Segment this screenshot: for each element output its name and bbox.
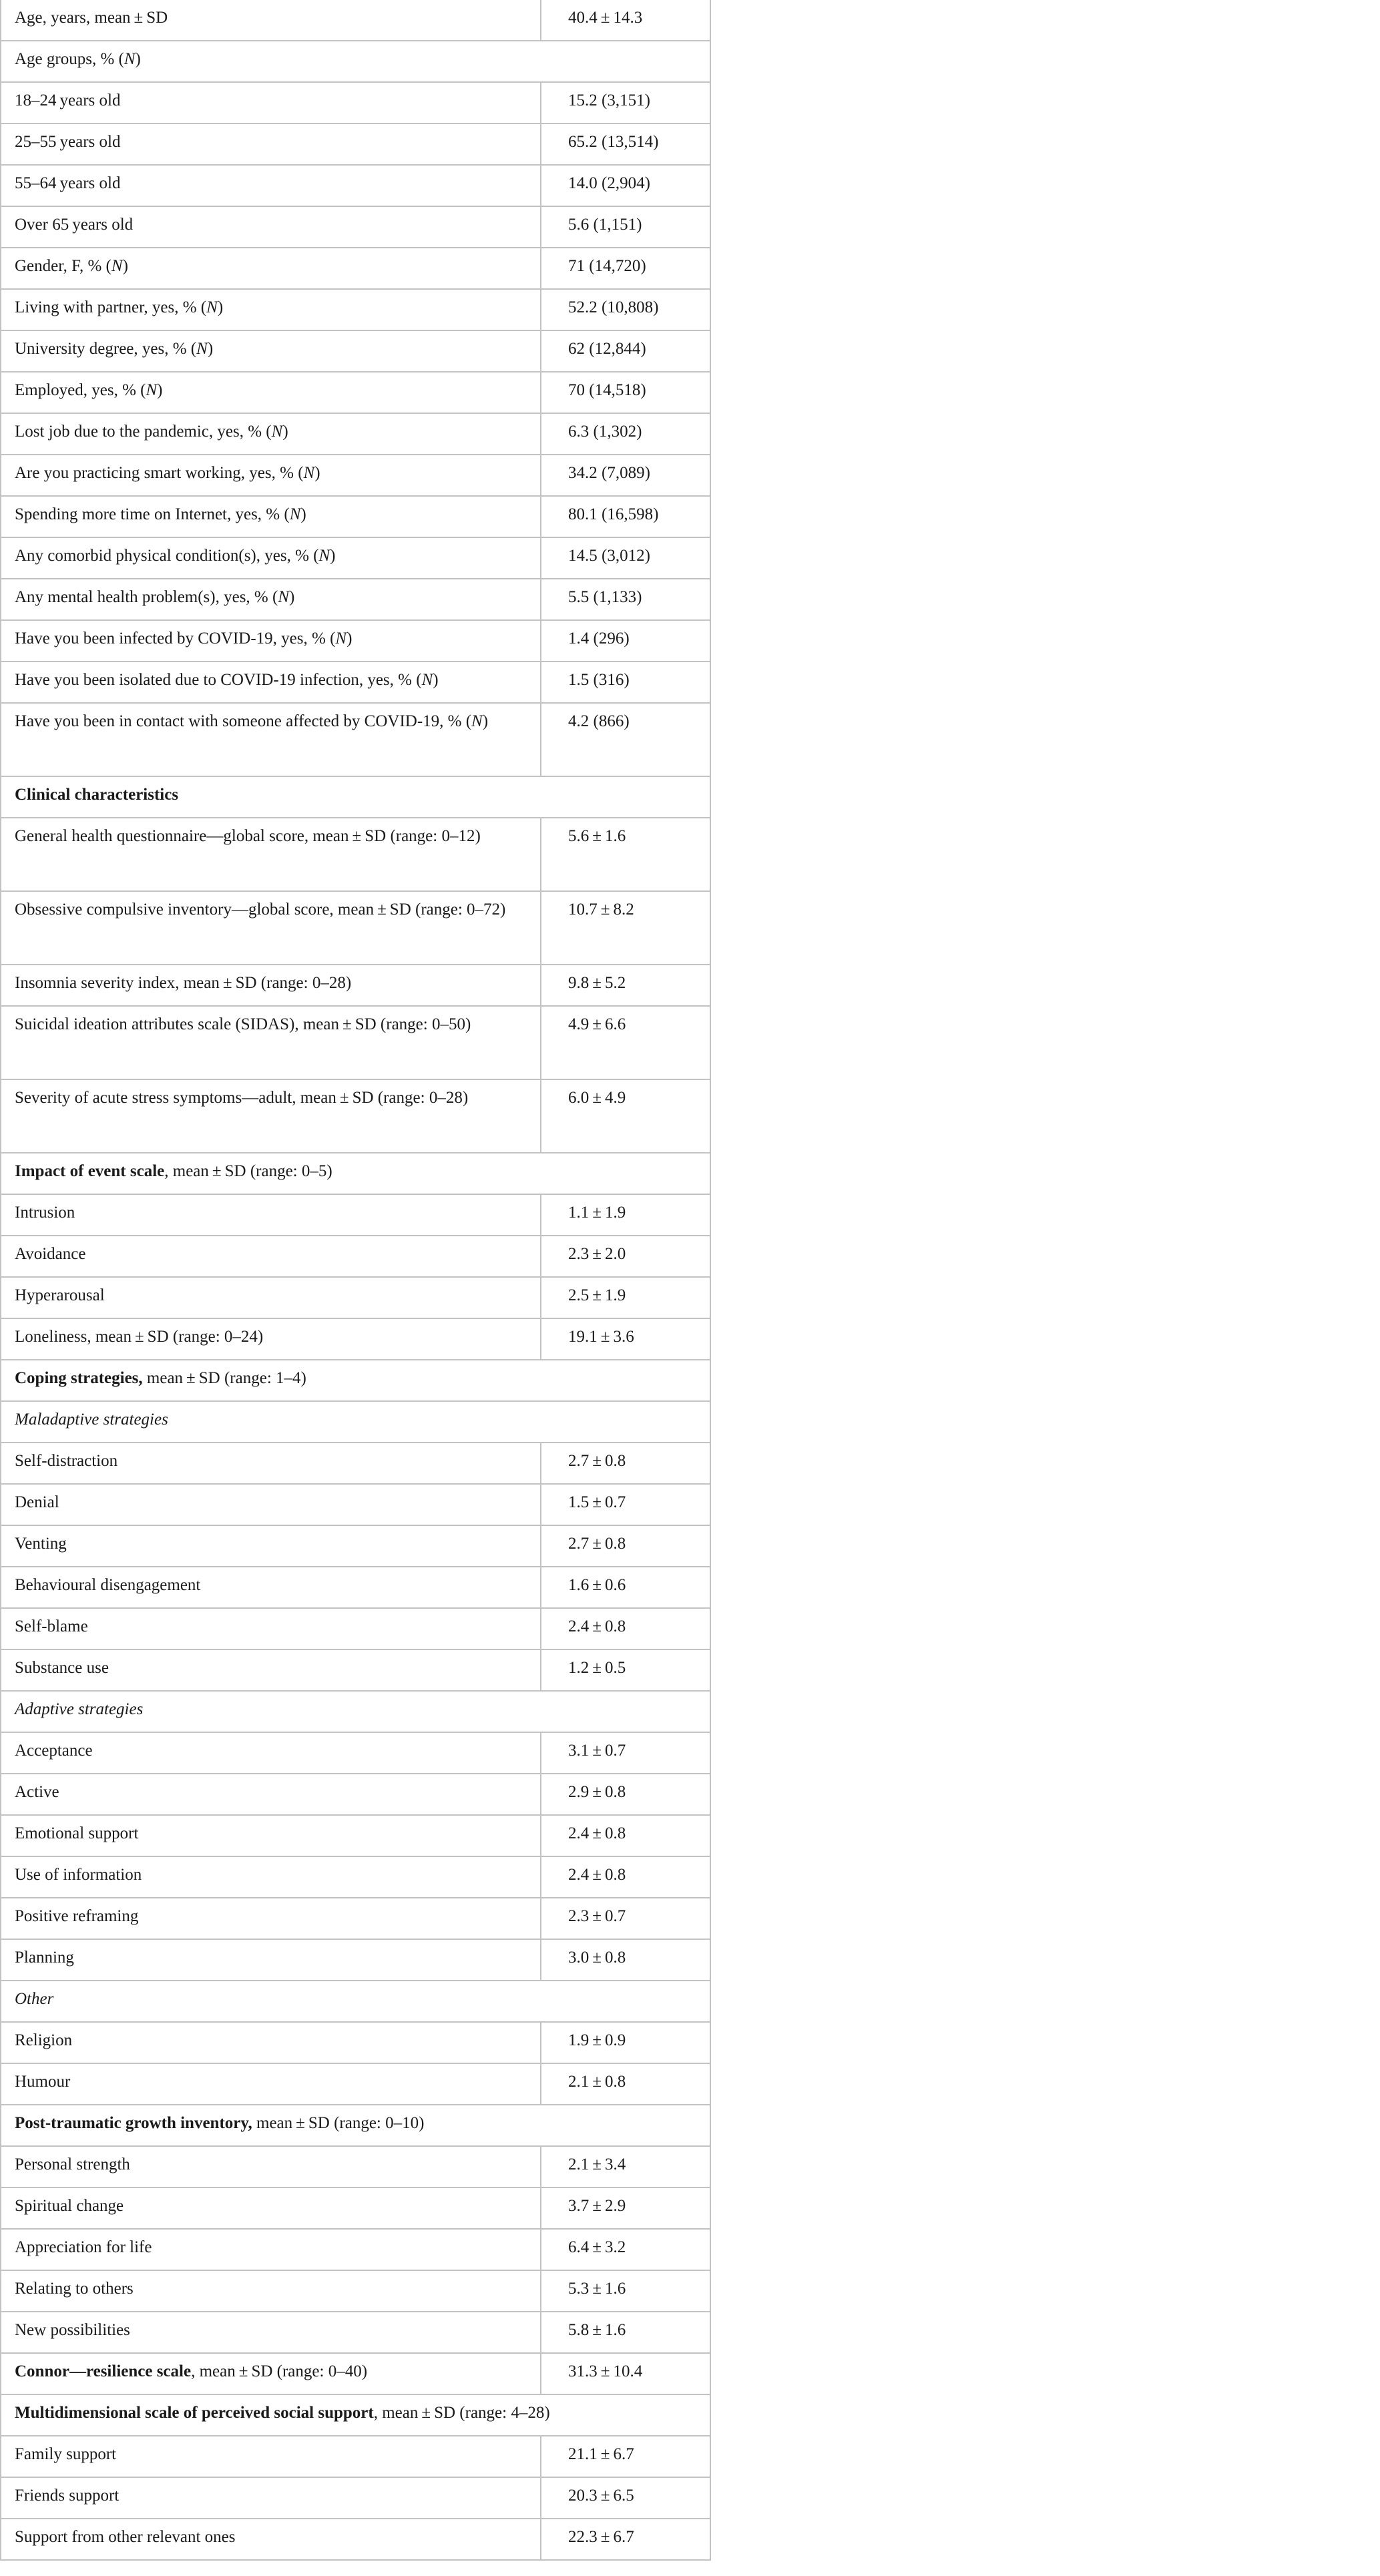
label-cell [1, 82, 541, 123]
label-text: Intrusion [15, 1204, 75, 1222]
label-text: N [289, 505, 301, 523]
label-text: Clinical characteristics [15, 786, 179, 804]
value-cell: 3.7 ± 2.9 [541, 2187, 710, 2229]
table-row [1, 1774, 710, 1815]
label-text: Active [15, 1783, 59, 1801]
label-text: mean ± SD (range: 1–4) [142, 1369, 306, 1387]
value-cell: 3.1 ± 0.7 [541, 1732, 710, 1774]
label-text: Maladaptive strategies [15, 1410, 168, 1429]
label-text: 18–24 years old [15, 91, 121, 109]
table-row [1, 1079, 710, 1153]
label-cell [1, 965, 541, 1006]
label-text: N [303, 464, 315, 482]
table-row [1, 455, 710, 496]
label-text: Avoidance [15, 1245, 86, 1263]
label-text: Severity of acute stress symptoms—adult, mean ± SD (range: 0–28) [15, 1089, 469, 1107]
value-cell: 5.5 (1,133) [541, 579, 710, 620]
label-cell [1, 2229, 541, 2270]
label-cell [1, 372, 541, 413]
value-cell: 14.0 (2,904) [541, 165, 710, 206]
value-cell: 2.7 ± 0.8 [541, 1443, 710, 1484]
section-header-cell [1, 776, 710, 818]
table-row [1, 496, 710, 537]
section-header-cell [1, 1360, 710, 1401]
label-cell [1, 2022, 541, 2063]
table-row [1, 537, 710, 579]
table-row [1, 1277, 710, 1318]
label-text: , mean ± SD (range: 4–28) [373, 2404, 550, 2422]
label-text: Gender, F, % ( [15, 257, 111, 275]
table-row [1, 2187, 710, 2229]
label-text: Self-distraction [15, 1452, 118, 1470]
table-row [1, 2229, 710, 2270]
label-text: Multidimensional scale of perceived social support [15, 2404, 374, 2422]
label-cell [1, 703, 541, 776]
value-cell: 2.7 ± 0.8 [541, 1525, 710, 1567]
label-text: Behavioural disengagement [15, 1576, 201, 1594]
label-cell [1, 2146, 541, 2187]
table-row [1, 413, 710, 455]
label-text: N [196, 340, 208, 358]
label-text: Impact of event scale [15, 1162, 165, 1180]
table-row [1, 2394, 710, 2436]
label-text: N [111, 257, 123, 275]
table-row [1, 2022, 710, 2063]
table-row [1, 2353, 710, 2394]
value-cell: 80.1 (16,598) [541, 496, 710, 537]
label-cell [1, 413, 541, 455]
value-cell: 2.4 ± 0.8 [541, 1856, 710, 1898]
label-text: Planning [15, 1949, 74, 1967]
value-cell: 22.3 ± 6.7 [541, 2519, 710, 2560]
table-row [1, 2146, 710, 2187]
label-text: ) [482, 712, 489, 730]
label-cell [1, 206, 541, 248]
section-header-cell [1, 1153, 710, 1194]
table-row [1, 1939, 710, 1981]
value-cell: 5.8 ± 1.6 [541, 2312, 710, 2353]
label-text: Venting [15, 1535, 67, 1553]
table-row [1, 620, 710, 662]
label-text: N [278, 588, 290, 606]
label-cell [1, 1079, 541, 1153]
label-cell [1, 537, 541, 579]
value-cell: 70 (14,518) [541, 372, 710, 413]
table-row [1, 1525, 710, 1567]
table-row [1, 41, 710, 82]
label-text: Have you been isolated due to COVID-19 infection, yes, % ( [15, 671, 422, 689]
value-cell: 3.0 ± 0.8 [541, 1939, 710, 1981]
table-row [1, 206, 710, 248]
label-text: Over 65 years old [15, 216, 134, 234]
label-text: Age, years, mean ± SD [15, 9, 168, 27]
value-cell: 2.4 ± 0.8 [541, 1608, 710, 1649]
table-row [1, 891, 710, 965]
value-cell: 4.9 ± 6.6 [541, 1006, 710, 1079]
label-text: Have you been in contact with someone affected by COVID-19, % ( [15, 712, 472, 730]
label-cell [1, 330, 541, 372]
table-row [1, 2063, 710, 2105]
label-text: Personal strength [15, 2155, 130, 2173]
table-row [1, 1236, 710, 1277]
value-cell: 21.1 ± 6.7 [541, 2436, 710, 2477]
value-cell: 31.3 ± 10.4 [541, 2353, 710, 2394]
table-row [1, 289, 710, 330]
value-cell: 2.9 ± 0.8 [541, 1774, 710, 1815]
label-text: Spiritual change [15, 2197, 124, 2215]
value-cell: 2.3 ± 0.7 [541, 1898, 710, 1939]
value-cell: 19.1 ± 3.6 [541, 1318, 710, 1360]
value-cell: 14.5 (3,012) [541, 537, 710, 579]
label-text: ) [122, 257, 128, 275]
value-cell: 1.1 ± 1.9 [541, 1194, 710, 1236]
label-text: Hyperarousal [15, 1286, 105, 1304]
table-row [1, 1443, 710, 1484]
value-cell: 20.3 ± 6.5 [541, 2477, 710, 2519]
value-cell: 5.6 ± 1.6 [541, 818, 710, 891]
label-text: Self-blame [15, 1617, 88, 1635]
label-cell [1, 1815, 541, 1856]
value-cell: 52.2 (10,808) [541, 289, 710, 330]
label-cell [1, 1194, 541, 1236]
label-cell [1, 1567, 541, 1608]
label-text: ) [135, 50, 141, 68]
value-cell: 40.4 ± 14.3 [541, 0, 710, 41]
label-text: ) [300, 505, 306, 523]
value-cell: 4.2 (866) [541, 703, 710, 776]
label-text: Lost job due to the pandemic, yes, % ( [15, 423, 272, 441]
value-cell: 6.3 (1,302) [541, 413, 710, 455]
value-cell: 1.6 ± 0.6 [541, 1567, 710, 1608]
label-text: Adaptive strategies [15, 1700, 144, 1718]
table-row [1, 82, 710, 123]
label-text: Have you been infected by COVID-19, yes, % ( [15, 629, 336, 648]
label-cell [1, 2519, 541, 2560]
label-text: N [318, 547, 330, 565]
section-header-cell [1, 2394, 710, 2436]
value-cell: 1.2 ± 0.5 [541, 1649, 710, 1691]
value-cell: 2.1 ± 3.4 [541, 2146, 710, 2187]
section-header-cell [1, 1981, 710, 2022]
label-cell [1, 1006, 541, 1079]
table-row [1, 776, 710, 818]
label-text: Positive reframing [15, 1907, 139, 1925]
label-cell [1, 2353, 541, 2394]
value-cell: 1.4 (296) [541, 620, 710, 662]
section-header-cell [1, 41, 710, 82]
label-text: University degree, yes, % ( [15, 340, 197, 358]
table-row [1, 1318, 710, 1360]
table-row [1, 0, 710, 41]
table-row [1, 1401, 710, 1443]
table-row [1, 1815, 710, 1856]
value-cell: 2.1 ± 0.8 [541, 2063, 710, 2105]
label-text: ) [433, 671, 439, 689]
table-row [1, 330, 710, 372]
label-text: Loneliness, mean ± SD (range: 0–24) [15, 1328, 264, 1346]
table-row [1, 1649, 710, 1691]
label-text: 55–64 years old [15, 174, 121, 192]
table-row [1, 2312, 710, 2353]
label-cell [1, 1484, 541, 1525]
label-cell [1, 662, 541, 703]
label-cell [1, 1774, 541, 1815]
value-cell: 5.6 (1,151) [541, 206, 710, 248]
label-cell [1, 1443, 541, 1484]
label-cell [1, 1649, 541, 1691]
label-text: Living with partner, yes, % ( [15, 298, 207, 316]
label-cell [1, 579, 541, 620]
table-row [1, 965, 710, 1006]
label-text: 25–55 years old [15, 133, 121, 151]
label-text: ) [330, 547, 336, 565]
label-text: Use of information [15, 1866, 142, 1884]
label-text: Connor—resilience scale [15, 2362, 192, 2380]
label-text: Employed, yes, % ( [15, 381, 146, 399]
table-row [1, 1006, 710, 1079]
table-row [1, 579, 710, 620]
label-text: Relating to others [15, 2280, 134, 2298]
label-text: ) [157, 381, 163, 399]
value-cell: 2.3 ± 2.0 [541, 1236, 710, 1277]
label-text: Obsessive compulsive inventory—global score, mean ± SD (range: 0–72) [15, 900, 506, 919]
value-cell: 1.5 ± 0.7 [541, 1484, 710, 1525]
label-cell [1, 1732, 541, 1774]
value-cell: 9.8 ± 5.2 [541, 965, 710, 1006]
label-text: N [206, 298, 218, 316]
label-text: Age groups, % ( [15, 50, 124, 68]
label-text: N [471, 712, 483, 730]
table-row [1, 2105, 710, 2146]
label-text: Are you practicing smart working, yes, % ( [15, 464, 304, 482]
section-header-cell [1, 1691, 710, 1732]
label-cell [1, 1236, 541, 1277]
value-cell: 2.5 ± 1.9 [541, 1277, 710, 1318]
table-row [1, 248, 710, 289]
value-cell: 5.3 ± 1.6 [541, 2270, 710, 2312]
label-text: Support from other relevant ones [15, 2528, 236, 2546]
label-cell [1, 2477, 541, 2519]
table-row [1, 123, 710, 165]
label-text: Spending more time on Internet, yes, % ( [15, 505, 290, 523]
label-text: Family support [15, 2445, 117, 2463]
value-cell: 62 (12,844) [541, 330, 710, 372]
value-cell: 1.5 (316) [541, 662, 710, 703]
label-cell [1, 2270, 541, 2312]
table-row [1, 1981, 710, 2022]
label-text: Appreciation for life [15, 2238, 152, 2256]
label-text: Suicidal ideation attributes scale (SIDAS), mean ± SD (range: 0–50) [15, 1015, 471, 1033]
label-cell [1, 455, 541, 496]
value-cell: 71 (14,720) [541, 248, 710, 289]
label-text: New possibilities [15, 2321, 130, 2339]
label-cell [1, 123, 541, 165]
table-row [1, 1194, 710, 1236]
label-cell [1, 2312, 541, 2353]
table-row [1, 372, 710, 413]
table-row [1, 1484, 710, 1525]
table-row [1, 662, 710, 703]
table-row [1, 2519, 710, 2560]
table-row [1, 1608, 710, 1649]
label-text: ) [207, 340, 214, 358]
label-cell [1, 0, 541, 41]
value-cell: 1.9 ± 0.9 [541, 2022, 710, 2063]
label-text: N [421, 671, 433, 689]
label-text: ) [282, 423, 288, 441]
table-row [1, 165, 710, 206]
label-cell [1, 165, 541, 206]
value-cell: 2.4 ± 0.8 [541, 1815, 710, 1856]
label-text: Insomnia severity index, mean ± SD (range: 0–28) [15, 974, 352, 992]
label-text: mean ± SD (range: 0–10) [252, 2114, 425, 2132]
table-row [1, 1898, 710, 1939]
label-text: N [124, 50, 136, 68]
label-text: Humour [15, 2073, 71, 2091]
label-cell [1, 620, 541, 662]
label-cell [1, 818, 541, 891]
label-text: ) [347, 629, 353, 648]
value-cell: 6.4 ± 3.2 [541, 2229, 710, 2270]
label-text: N [146, 381, 158, 399]
value-cell: 65.2 (13,514) [541, 123, 710, 165]
label-cell [1, 248, 541, 289]
table-row [1, 2477, 710, 2519]
label-cell [1, 2436, 541, 2477]
label-text: Denial [15, 1493, 59, 1511]
label-text: ) [289, 588, 295, 606]
label-text: Post-traumatic growth inventory, [15, 2114, 252, 2132]
section-header-cell [1, 2105, 710, 2146]
label-text: Other [15, 1990, 54, 2008]
label-cell [1, 1898, 541, 1939]
label-text: Coping strategies, [15, 1369, 143, 1387]
table-row [1, 1732, 710, 1774]
value-cell: 15.2 (3,151) [541, 82, 710, 123]
value-cell: 10.7 ± 8.2 [541, 891, 710, 965]
value-cell: 34.2 (7,089) [541, 455, 710, 496]
label-text: Any comorbid physical condition(s), yes, % ( [15, 547, 319, 565]
table-row [1, 1567, 710, 1608]
section-header-cell [1, 1401, 710, 1443]
label-cell [1, 1318, 541, 1360]
table-row [1, 2270, 710, 2312]
table-body [1, 0, 710, 2560]
label-cell [1, 1939, 541, 1981]
label-text: ) [217, 298, 224, 316]
label-cell [1, 891, 541, 965]
label-text: Emotional support [15, 1824, 139, 1842]
label-cell [1, 496, 541, 537]
label-text: N [271, 423, 283, 441]
label-text: N [335, 629, 347, 648]
label-cell [1, 2063, 541, 2105]
label-text: Any mental health problem(s), yes, % ( [15, 588, 278, 606]
label-cell [1, 1525, 541, 1567]
label-cell [1, 289, 541, 330]
label-text: Religion [15, 2031, 73, 2049]
table-row [1, 1691, 710, 1732]
label-cell [1, 1277, 541, 1318]
table-row [1, 703, 710, 776]
table-row [1, 1856, 710, 1898]
label-text: ) [314, 464, 320, 482]
table-row [1, 1153, 710, 1194]
table-row [1, 818, 710, 891]
label-text: Friends support [15, 2487, 120, 2505]
label-cell [1, 1608, 541, 1649]
value-cell: 6.0 ± 4.9 [541, 1079, 710, 1153]
table-row [1, 1360, 710, 1401]
table-row [1, 2436, 710, 2477]
label-text: Acceptance [15, 1742, 93, 1760]
label-cell [1, 1856, 541, 1898]
label-cell [1, 2187, 541, 2229]
label-text: , mean ± SD (range: 0–40) [191, 2362, 368, 2380]
label-text: Substance use [15, 1659, 109, 1677]
label-text: , mean ± SD (range: 0–5) [164, 1162, 332, 1180]
label-text: General health questionnaire—global score, mean ± SD (range: 0–12) [15, 827, 481, 845]
